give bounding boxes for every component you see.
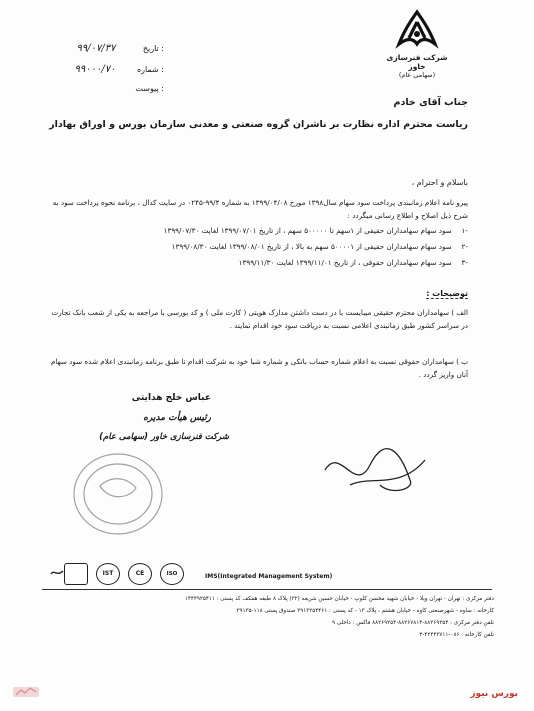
logo-icon: [393, 8, 441, 52]
schedule-item: [28, 240, 468, 254]
company-logo: [382, 8, 452, 79]
intro-paragraph: پیرو نامه اعلام زمانبندی پرداخت سود سهام سال۱۳۹۸ مورخ ۱۳۹۹/۰۴/۰۸ به شماره ۹۹/۴-۰۲۴۵ در سایت کدال ، برنامه نحوه پرداخت سود به شرح ذیل اصلاح و اطلاع رسانی میگردد :: [52, 198, 468, 220]
company-name: شرکت فنرسازی خاور: [386, 53, 448, 71]
attachment-label: : پیوست: [135, 84, 164, 93]
date-label: : تاریخ: [142, 44, 164, 53]
date-row: [54, 43, 164, 54]
decorative-mark-icon: [50, 568, 64, 578]
company-seal-stamp: [60, 436, 210, 546]
schedule-number: -۱: [461, 226, 468, 235]
number-label: : شماره: [136, 65, 164, 74]
watermark-logo-icon: [12, 685, 40, 699]
schedule-item: [28, 256, 468, 270]
footer-head-office-address: دفتر مرکزی : تهران - تهران ویلا - خیابان شهید محسن کلوپ - خیابان حسین شریعه (۳۲) پلاک ۸ طبقه همکف کد پستی : ۱۴۴۴۹۲۵۴۱۱: [184, 596, 494, 602]
handwritten-signature: [320, 440, 430, 500]
schedule-text: سود سهام سهامداران حقیقی از ۵۰۰۰۰۱ سهم به بالا ، از تاریخ ۱۳۹۹/۰۸/۰۱ لغایت ۱۳۹۹/۰۸/۳۰: [171, 242, 452, 251]
certification-badge-ce: [64, 563, 88, 585]
notes-title: [426, 289, 468, 298]
note-a: الف ) سهامداران محترم حقیقی میبایست با در دست داشتن مدارک هویتی ( کارت ملی ) و کد بورسی با مراجعه به یکی از شعب بانک تجارت در سراسر کشور طبق زمانبندی اعلامی نسبت به دریافت سود خود اقدام نمایند .: [51, 308, 468, 330]
number-value: ۹۹۰۰۰/۷۰: [74, 64, 116, 75]
schedule-text: سود سهام سهامداران حقیقی از ۱سهم تا ۵۰۰۰۰۰ سهم ، از تاریخ ۱۳۹۹/۰۷/۰۱ لغایت ۱۳۹۹/۰۷/۳۰: [163, 226, 452, 235]
addressee-title: ریاست محترم اداره نظارت بر ناشران گروه صنعتی و معدنی سازمان بورس و اوراق بهادار: [49, 119, 468, 130]
footer-divider: [42, 589, 492, 590]
schedule-text: سود سهام سهامداران حقوقی ، از تاریخ ۱۳۹۹/۱۱/۰۱ لغایت ۱۳۹۹/۱۱/۳۰: [238, 258, 452, 267]
ims-label: IMS(Integrated Management System): [205, 573, 333, 580]
signatory-title: رئیس هیأت مدیره: [143, 413, 211, 423]
footer-factory-address: کارخانه : ساوه - شهرصنعتی کاوه - خیابان هشتم ، پلاک ۱۳ - کد پستی : ۳۹۱۳۲۵۴۴۶۱ صندوق پستی ۱۱۸-۳۹۱۳۵: [236, 608, 494, 614]
certification-badge-ist: IST: [96, 563, 120, 585]
schedule-item: [28, 224, 468, 238]
note-b: ب ) سهامداران حقوقی نسبت به اعلام شماره حساب بانکی و شماره شبا خود به شرکت اقدام تا طبق برنامه زمانبندی اعلام شده سود سهام آنان واریز گردد .: [50, 357, 468, 379]
number-row: [54, 64, 164, 75]
certification-badge-ce2: CE: [128, 563, 152, 585]
attachment-row: [54, 84, 164, 93]
source-brand-label: بورس نیوز: [470, 689, 518, 699]
footer-factory-phone: تلفن کارخانه : ۰۸۶-۴۲۴۴۳۷۱۱-۴: [419, 632, 494, 638]
signatory-name: عباس خلج هدایتی: [131, 393, 211, 403]
company-type: (سهامی عام): [398, 71, 436, 79]
certification-badge-iso: ISO: [160, 563, 184, 585]
addressee-name: جناب آقای خادم: [393, 97, 468, 108]
date-value: ۹۹/۰۷/۳۷: [76, 43, 116, 54]
schedule-number: -۲: [461, 242, 468, 251]
signatory-company: شرکت فنرسازی خاور (سهامی عام): [99, 432, 229, 442]
notes-title-text: توضیحات :: [426, 289, 468, 298]
schedule-number: -۳: [461, 258, 468, 267]
footer-head-office-phone: تلفن دفتر مرکزی : ۸۸۲۶۹۳۵۴-۸۸۲۶۷۸۱۴-۸۸۲۶۹۲۵۴ فاکس : داخلی ۹: [331, 620, 494, 626]
greeting: باسلام و احترام ،: [411, 178, 468, 187]
